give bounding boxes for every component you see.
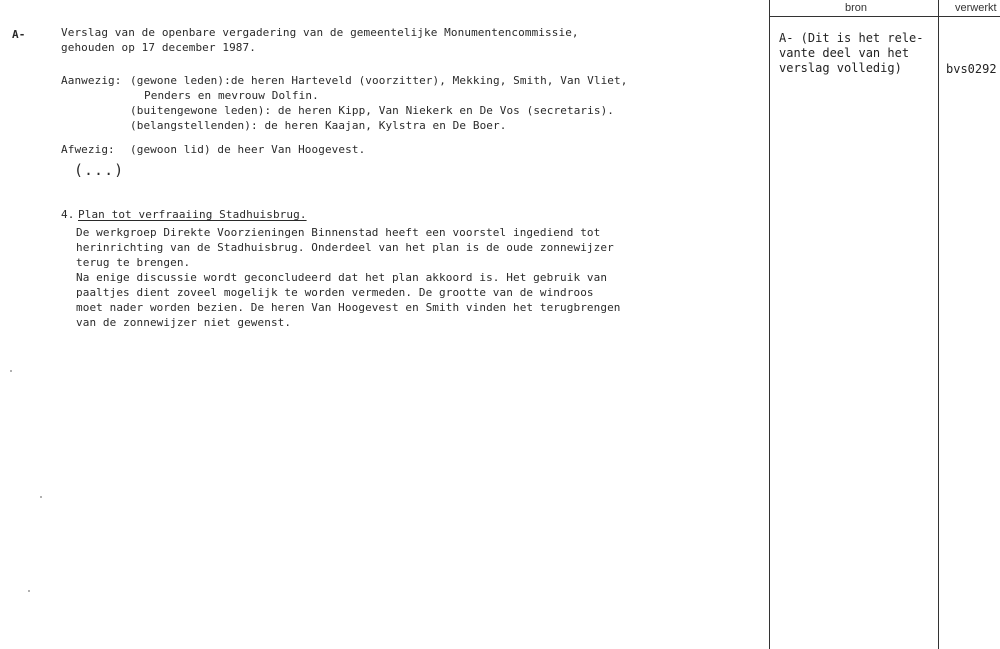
- present-line: Penders en mevrouw Dolfin.: [144, 89, 319, 102]
- present-line: (belangstellenden): de heren Kaajan, Kylstra en De Boer.: [130, 119, 507, 132]
- item-body-line: paaltjes dient zoveel mogelijk te worden vermeden. De grootte van de windroos: [76, 286, 594, 299]
- scan-speck: [10, 370, 12, 372]
- item-title: Plan tot verfraaiing Stadhuisbrug.: [78, 208, 307, 221]
- scan-speck: [28, 590, 30, 592]
- item-body: [76, 225, 621, 330]
- item-body-line: Na enige discussie wordt geconcludeerd dat het plan akkoord is. Het gebruik van: [76, 271, 608, 284]
- item-body-line: terug te brengen.: [76, 256, 191, 269]
- absent-label: Afwezig:: [61, 143, 115, 156]
- item-body-line: De werkgroep Direkte Voorzieningen Binnenstad heeft een voorstel ingediend tot: [76, 226, 601, 239]
- column-header-bron: bron: [845, 2, 868, 14]
- present-label: Aanwezig:: [61, 74, 122, 87]
- item-body-line: van de zonnewijzer niet gewenst.: [76, 316, 292, 329]
- item-body-line: moet nader worden bezien. De heren Van Hoogevest en Smith vinden het terugbrengen: [76, 301, 621, 314]
- bron-note-line: A- (Dit is het rele-: [779, 31, 924, 45]
- bron-note: [779, 31, 924, 76]
- report-heading: [61, 25, 579, 55]
- omission-mark: (...): [74, 161, 125, 179]
- item-body-line: herinrichting van de Stadhuisbrug. Onderdeel van het plan is de oude zonnewijzer: [76, 241, 614, 254]
- report-line: gehouden op 17 december 1987.: [61, 41, 256, 54]
- present-line: (gewone leden):de heren Harteveld (voorzitter), Mekking, Smith, Van Vliet,: [130, 74, 628, 87]
- section-marker: A-: [12, 28, 26, 41]
- item-number: 4.: [61, 208, 75, 221]
- scan-speck: [40, 496, 42, 498]
- bron-note-line: vante deel van het: [779, 46, 910, 60]
- header-rule: [769, 16, 1000, 17]
- bron-note-line: verslag volledig): [779, 61, 902, 75]
- present-list: [130, 73, 627, 133]
- column-divider-left: [769, 0, 770, 649]
- verwerkt-code: bvs0292: [946, 62, 997, 76]
- report-line: Verslag van de openbare vergadering van de gemeentelijke Monumentencommissie,: [61, 26, 579, 39]
- column-divider-middle: [938, 0, 939, 649]
- column-header-verwerkt: verwerkt: [955, 2, 997, 14]
- absent-text: (gewoon lid) de heer Van Hoogevest.: [130, 143, 366, 156]
- present-line: (buitengewone leden): de heren Kipp, Van Niekerk en De Vos (secretaris).: [130, 104, 615, 117]
